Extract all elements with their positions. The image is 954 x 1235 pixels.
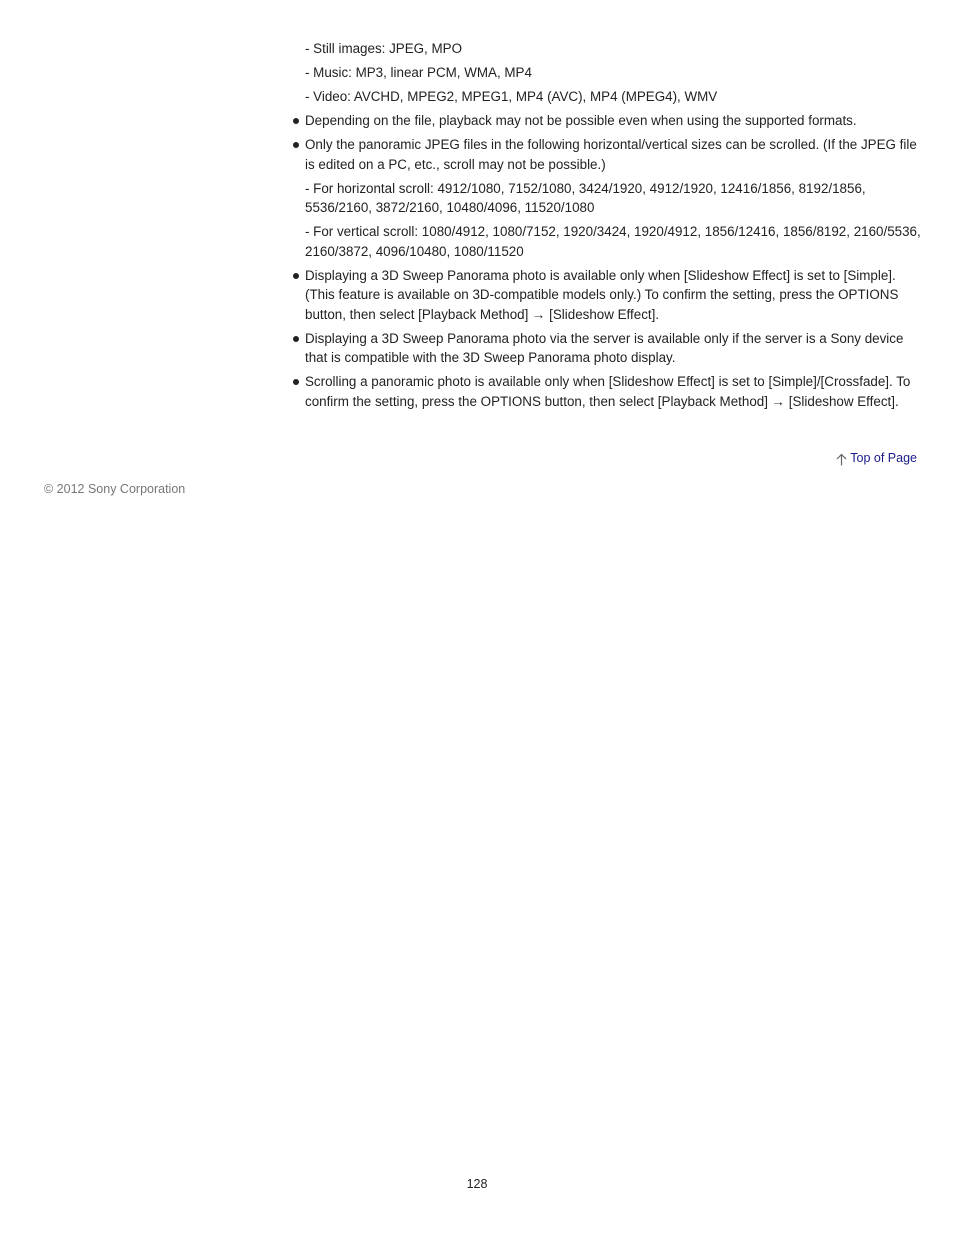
format-line-music: - Music: MP3, linear PCM, WMA, MP4: [305, 65, 532, 80]
top-of-page-link[interactable]: [836, 450, 917, 466]
bullet-dot-icon: [293, 142, 299, 148]
bullet-item-3d-server: [292, 329, 922, 368]
arrow-up-icon: [836, 453, 847, 466]
page-number: 128: [466, 1177, 488, 1191]
bullet-item-panoramic: [292, 135, 922, 174]
bullet-text: Scrolling a panoramic photo is available only when [Slideshow Effect] is set to [Simple]/[Crossfade]. To confirm the setting, press the OPTIONS button, then select [Playback Method] → [Slideshow Effect].: [305, 374, 911, 409]
bullet-dot-icon: [293, 118, 299, 124]
main-content: [292, 39, 922, 416]
top-of-page-label[interactable]: Top of Page: [850, 451, 917, 465]
bullet-text: Displaying a 3D Sweep Panorama photo via the server is available only if the server is a Sony device that is compatible with the 3D Sweep Panorama photo display.: [305, 330, 904, 365]
vertical-scroll-sizes: - For vertical scroll: 1080/4912, 1080/7152, 1920/3424, 1920/4912, 1856/12416, 1856/8192, 2160/5536, 2160/3872, 4096/10480, 1080/11520: [305, 224, 921, 259]
bullet-text: Only the panoramic JPEG files in the following horizontal/vertical sizes can be scrolled. (If the JPEG file is edited on a PC, etc., scroll may not be possible.): [305, 137, 917, 172]
horizontal-scroll-sizes: - For horizontal scroll: 4912/1080, 7152/1080, 3424/1920, 4912/1920, 12416/1856, 8192/1856, 5536/2160, 3872/2160, 10480/4096, 11520/1080: [305, 180, 866, 215]
copyright: © 2012 Sony Corporation: [44, 482, 186, 496]
bullet-item-3d-slideshow: [292, 266, 922, 325]
bullet-dot-icon: [293, 273, 299, 279]
bullet-text: Displaying a 3D Sweep Panorama photo is available only when [Slideshow Effect] is set to [Simple]. (This feature is available on 3D-compatible models only.) To confirm the setting, press the OPTIONS button, then select [Playback Method] → [Slideshow Effect].: [305, 267, 899, 322]
bullet-item-playback: [292, 111, 922, 131]
bullet-dot-icon: [293, 379, 299, 385]
format-line-still: - Still images: JPEG, MPO: [305, 41, 462, 56]
format-line-video: - Video: AVCHD, MPEG2, MPEG1, MP4 (AVC), MP4 (MPEG4), WMV: [305, 89, 718, 104]
bullet-dot-icon: [293, 336, 299, 342]
bullet-text: Depending on the file, playback may not be possible even when using the supported formats.: [305, 113, 857, 128]
bullet-item-scrolling: [292, 372, 922, 411]
